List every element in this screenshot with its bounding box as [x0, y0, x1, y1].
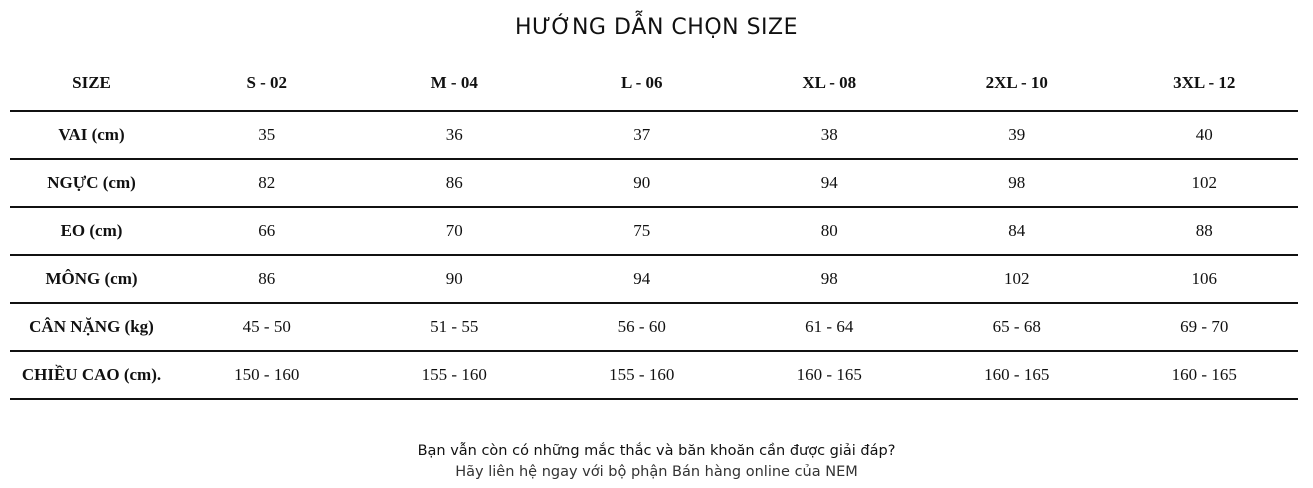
table-cell: 94: [736, 159, 924, 207]
table-cell: 160 - 165: [1111, 351, 1299, 399]
table-cell: 36: [361, 111, 549, 159]
size-header-m: M - 04: [361, 56, 549, 111]
table-cell: 90: [548, 159, 736, 207]
table-cell: 56 - 60: [548, 303, 736, 351]
page-title: HƯỚNG DẪN CHỌN SIZE: [514, 15, 799, 40]
table-cell: 98: [923, 159, 1111, 207]
table-row: [10, 159, 1298, 207]
table-cell: 102: [923, 255, 1111, 303]
table-cell: 51 - 55: [361, 303, 549, 351]
table-cell: 66: [173, 207, 361, 255]
footer-note: [0, 441, 1313, 483]
table-cell: 80: [736, 207, 924, 255]
table-row: [10, 351, 1298, 399]
header-row: [10, 56, 1298, 111]
table-cell: 106: [1111, 255, 1299, 303]
table-cell: 69 - 70: [1111, 303, 1299, 351]
size-header-xl: XL - 08: [736, 56, 924, 111]
table-cell: 84: [923, 207, 1111, 255]
table-cell: 94: [548, 255, 736, 303]
table-row: [10, 111, 1298, 159]
size-header-3xl: 3XL - 12: [1111, 56, 1299, 111]
size-chart-table: [10, 56, 1298, 400]
table-cell: 160 - 165: [923, 351, 1111, 399]
row-label: CHIỀU CAO (cm).: [10, 351, 173, 399]
row-label: NGỰC (cm): [10, 159, 173, 207]
table-cell: 70: [361, 207, 549, 255]
table-cell: 86: [173, 255, 361, 303]
table-row: [10, 303, 1298, 351]
table-row: [10, 255, 1298, 303]
table-row: [10, 207, 1298, 255]
table-cell: 155 - 160: [361, 351, 549, 399]
table-cell: 38: [736, 111, 924, 159]
row-label: VAI (cm): [10, 111, 173, 159]
table-cell: 75: [548, 207, 736, 255]
footer-contact: Hãy liên hệ ngay với bộ phận Bán hàng online của NEM: [455, 464, 858, 480]
table-cell: 88: [1111, 207, 1299, 255]
table-cell: 102: [1111, 159, 1299, 207]
table-cell: 155 - 160: [548, 351, 736, 399]
size-corner-header: SIZE: [10, 56, 173, 111]
table-cell: 65 - 68: [923, 303, 1111, 351]
table-cell: 98: [736, 255, 924, 303]
table-cell: 160 - 165: [736, 351, 924, 399]
table-cell: 39: [923, 111, 1111, 159]
row-label: CÂN NẶNG (kg): [10, 303, 173, 351]
table-cell: 90: [361, 255, 549, 303]
footer-question: Bạn vẫn còn có những mắc thắc và băn khoăn cần được giải đáp?: [417, 443, 896, 459]
table-cell: 82: [173, 159, 361, 207]
table-cell: 150 - 160: [173, 351, 361, 399]
table-cell: 45 - 50: [173, 303, 361, 351]
table-cell: 61 - 64: [736, 303, 924, 351]
table-cell: 35: [173, 111, 361, 159]
size-header-s: S - 02: [173, 56, 361, 111]
row-label: MÔNG (cm): [10, 255, 173, 303]
table-cell: 40: [1111, 111, 1299, 159]
table-cell: 86: [361, 159, 549, 207]
size-header-2xl: 2XL - 10: [923, 56, 1111, 111]
row-label: EO (cm): [10, 207, 173, 255]
table-cell: 37: [548, 111, 736, 159]
size-header-l: L - 06: [548, 56, 736, 111]
